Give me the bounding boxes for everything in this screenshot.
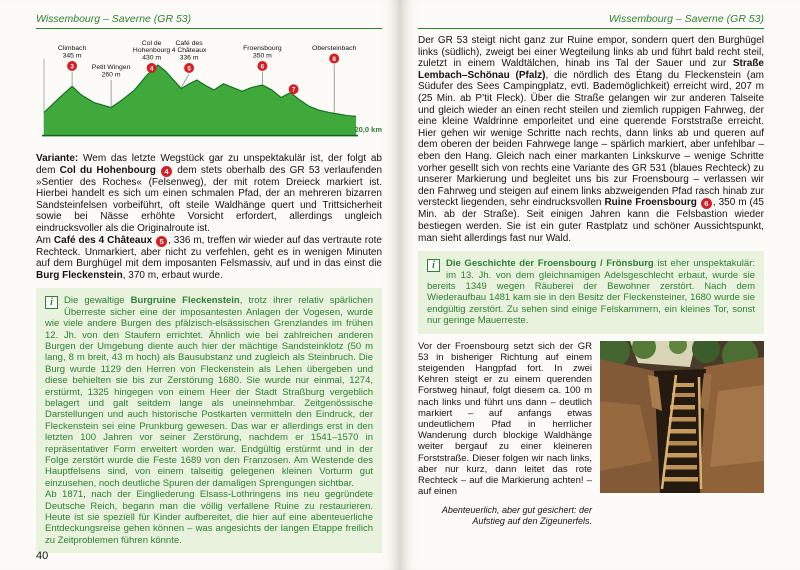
elevation-profile-svg bbox=[36, 35, 382, 147]
paragraph-cafe-4-chateaux: Am Café des 4 Châteaux 5 , 336 m, treffen wir wieder auf das vertraute rote Rechteck. Unmarkiert, aber nicht zu verfehlen, geht es in wenigen Minuten auf dem Burghügel mit dem imposanten Felsmassiv, auf und in das einst die Burg Fleckenstein, 370 m, erbaut wurde. bbox=[36, 234, 382, 281]
waypoint-marker: 4 bbox=[161, 166, 172, 177]
right-body-text bbox=[418, 35, 764, 527]
waypoint-marker: 6 bbox=[701, 198, 712, 209]
svg-text:Climbach: Climbach bbox=[57, 45, 87, 52]
svg-text:8: 8 bbox=[332, 55, 336, 63]
svg-text:430 m: 430 m bbox=[142, 54, 162, 62]
svg-text:Froensbourg: Froensbourg bbox=[243, 45, 282, 52]
text-photo-section bbox=[418, 341, 764, 528]
svg-text:345 m: 345 m bbox=[62, 52, 82, 60]
svg-text:4: 4 bbox=[149, 65, 154, 73]
photo-zigeunerfels-stairs bbox=[600, 341, 764, 528]
svg-text:4 Châteaux: 4 Châteaux bbox=[171, 47, 207, 54]
info-paragraph-froensbourg-history: Die Geschichte der Froensbourg / Frönsburg ist eher unspektakulär: im 13. Jh. von dem gleichnamigen Adelsgeschlecht erbaut, wurde sie bereits 1349 wegen Räuberei der Bewohner zerstört. Nach dem Wiederaufbau 1481 kam sie in den Besitz der Fleckensteiner, 1680 wurde sie endgültig zerstört. Zu sehen sind einige Felskammern, ein kleines Tor, sonst nur geringe Mauerreste. bbox=[427, 258, 755, 327]
svg-text:260 m: 260 m bbox=[101, 71, 121, 79]
info-paragraph-fleckenstein-history: Die gewaltige Burgruine Fleckenstein, trotz ihrer relativ spärlichen Überreste sicher eine der imposantesten Anlagen der Vogesen, wurde wie viele andere Burgen des pfälzisch-elsässischen Grenzlandes im frühen 12. Jh. von den Staufern errichtet. Ähnlich wie bei zahlreichen anderen Burgen der Umgebung diente auch hier der mächtige Sandsteinklotz (50 m lang, 8 m breit, 43 m hoch) als Bausubstanz und zugleich als Steinbruch. Die Burg wurde 1129 den Herren von Fleckenstein als Lehen übergeben und diese behielten sie bis zur Zerstörung 1680. Sie wurde nur einmal, 1274, erstürmt, 1325 hingegen von einem Heer der Stadt Straßburg vergeblich belagert und galt seitdem lange als uneinnehmbar. Zeitgenössische Darstellungen und auch historische Postkarten vermitteln den Eindruck, der Fleckenstein sei eine Prunkburg gewesen. Das war er allerdings erst in den letzten 100 Jahren vor seiner Zerstörung, nachdem er 1541–1570 in repräsentativer Form erweitert worden war. Endgültig erstürmt und in der Folge zerstört wurde die Feste 1689 von den Franzosen. Am Westende des Hauptfelsens sind, von einem talseitig gelegenen kleinen Vorturm gut einzusehen, noch deutliche Spuren der damaligen Sprengungen sichtbar. bbox=[45, 295, 374, 489]
svg-text:20,0 km: 20,0 km bbox=[354, 125, 382, 134]
info-box-fleckenstein bbox=[36, 288, 382, 553]
running-header-right bbox=[418, 13, 764, 29]
column-text bbox=[418, 341, 592, 528]
info-icon: i bbox=[45, 296, 58, 309]
left-body-text bbox=[36, 153, 382, 553]
svg-text:350 m: 350 m bbox=[252, 52, 272, 60]
svg-text:3: 3 bbox=[70, 63, 74, 71]
paragraph-gr53-froensbourg: Der GR 53 steigt nicht ganz zur Ruine empor, sondern quert den Burghügel links (südlich), zweigt bei einer Wegteilung links ab und führt bald recht steil, zuletzt in einem Waldtälchen, hinab ins Tal der Sauer und zur Straße Lembach–Schönau (Pfalz), die nördlich des Étang du Fleckenstein (am Südufer des Sees Campingplatz, evtl. Bademöglichkeit) erreicht wird, 207 m (25 Min. ab P’tit Fleck). Über die Straße gelangen wir zur anderen Talseite und gleich wieder an einen recht steilen und ziemlich ruppigen Fahrweg, der eine kleine Waldrinne emporleitet und eine querende Forststraße erreicht. Hier gehen wir wenige Schritte nach rechts, dann links ab und queren auf dem oberen der beiden Fahrwege lange – spärlich markiert, aber unfehlbar – eben den Hang. Gleich nach einer markanten Linkskurve – wenige Schritte vorher gesellt sich von rechts eine Variante des GR 531 (blaues Rechteck) zu unserer Markierung und begleitet uns bis zur Froensbourg – verlassen wir den Fahrweg und steigen auf einem links abzweigenden Pfad rasch hinab zur versteckt liegenden, sehr eindrucksvollen Ruine Froensbourg 6 , 350 m (45 Min. ab der Straße). Seit einigen Jahren kann die Felsbastion wieder bestiegen werden. Sie ist ein guter Rastplatz und schöner Aussichtspunkt, man sieht allerdings fast nur Wald. bbox=[418, 35, 764, 244]
svg-text:Hohenbourg: Hohenbourg bbox=[132, 47, 171, 54]
svg-text:Col de: Col de bbox=[141, 40, 162, 47]
elevation-profile-chart bbox=[36, 35, 382, 147]
info-box-froensbourg bbox=[418, 251, 764, 333]
photo-caption: Abenteuerlich, aber gut gesichert: der Aufstieg auf den Zigeunerfels. bbox=[441, 505, 592, 527]
svg-text:336 m: 336 m bbox=[179, 54, 199, 62]
page-right bbox=[400, 0, 800, 570]
svg-text:Café des: Café des bbox=[175, 40, 203, 47]
paragraph-hangpfad: Vor der Froensbourg setzt sich der GR 53 in bisheriger Richtung auf einem steigenden Hangpfad fort. In zwei Kehren steigt er zu einem querenden Forstweg hinauf, folgt diesem ca. 100 m nach links und führt uns dann – deutlich markiert – auf anfangs etwas undeutlichem Pfad in herrlicher Wanderung durch blockige Waldhänge weiter bergauf zu einer kleineren Forststraße. Dieser folgen wir nach links, aber nur kurz, dann leitet das rote Rechteck – auf die Markierung achten! – auf einen bbox=[418, 340, 592, 498]
svg-text:Obersteinbach: Obersteinbach bbox=[312, 45, 357, 52]
svg-text:6: 6 bbox=[260, 63, 265, 71]
page-number: 40 bbox=[36, 550, 49, 562]
photo-illustration bbox=[600, 341, 764, 493]
svg-text:Petit Wingen: Petit Wingen bbox=[91, 64, 131, 71]
running-header-text: Wissembourg – Saverne (GR 53) bbox=[608, 13, 764, 25]
running-header-text: Wissembourg – Saverne (GR 53) bbox=[36, 13, 192, 25]
info-icon: i bbox=[427, 259, 440, 272]
running-header-left bbox=[36, 13, 382, 29]
svg-text:7: 7 bbox=[291, 86, 296, 94]
paragraph-variante: Variante: Wem das letzte Wegstück gar zu unspektakulär ist, der folgt ab dem Col du Hohenbourg 4 dem stets oberhalb des GR 53 verlaufenden »Sentier des Roches« (Felsenweg), der mit rotem Dreieck markiert ist. Hierbei handelt es sich um einen schmalen Pfad, der an mehreren bizarren Sandsteinfelsen vorbeiführt, oft steile Waldhänge quert und Trittsicherheit sowie bei Nässe erhöhte Vorsicht erfordert, allerdings ungleich eindrucksvoller als die Originalroute ist. bbox=[36, 153, 383, 234]
info-paragraph-fleckenstein-restoration: Ab 1871, nach der Eingliederung Elsass-Lothringens ins neu gegründete Deutsche Reich, begann man die völlig verfallene Ruine zu restaurieren. Heute ist sie speziell für Kinder aufbereitet, die hier auf eine abenteuerliche Entdeckungsreise gehen können – was angesichts der langen Etappe freilich zu Zeitproblemen führen könnte. bbox=[45, 489, 373, 546]
svg-text:5: 5 bbox=[187, 65, 191, 73]
waypoint-marker: 5 bbox=[156, 236, 167, 247]
